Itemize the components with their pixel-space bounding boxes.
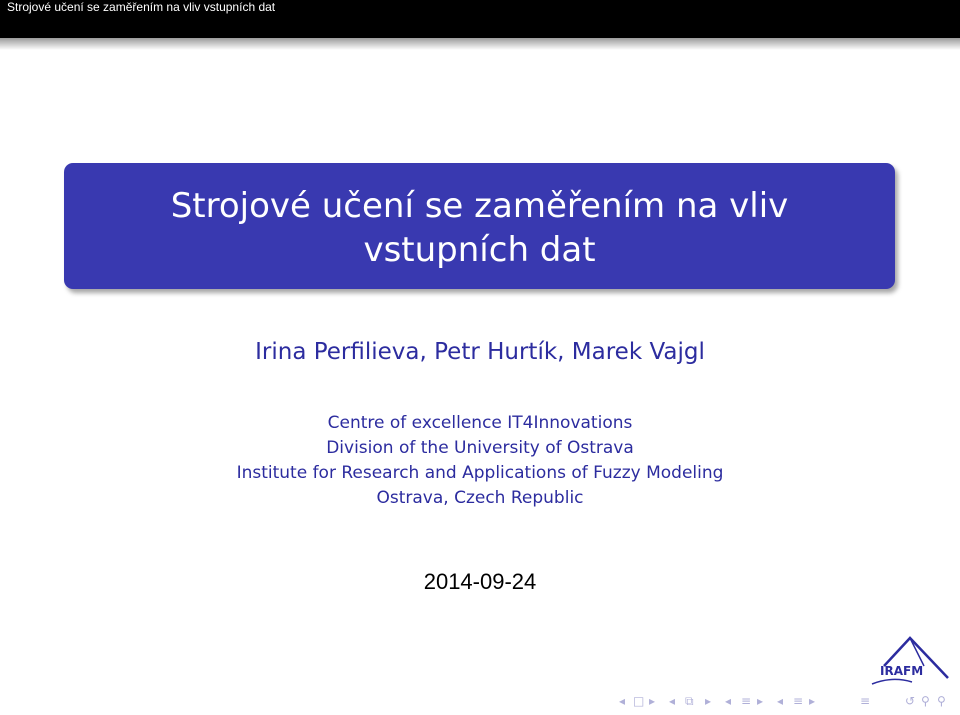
nav-align-icon[interactable]: ≡ bbox=[860, 694, 871, 708]
nav-toc-icon[interactable]: ≡ bbox=[793, 694, 804, 708]
nav-left-icon[interactable]: ◂ bbox=[669, 694, 676, 708]
nav-search-icon[interactable]: ⚲ bbox=[921, 694, 930, 708]
authors: Irina Perfilieva, Petr Hurtík, Marek Vajgl bbox=[255, 339, 705, 365]
nav-search-icon[interactable]: ⚲ bbox=[937, 694, 946, 708]
nav-subsection-icon[interactable]: ⧉ bbox=[685, 694, 694, 708]
presentation-date: 2014-09-24 bbox=[423, 569, 537, 594]
nav-section-icon[interactable]: ≡ bbox=[741, 694, 752, 708]
presentation-title: Strojové učení se zaměřením na vliv vstupních dat bbox=[170, 186, 789, 270]
nav-right-icon[interactable]: ▸ bbox=[649, 694, 656, 708]
beamer-navigation bbox=[615, 692, 960, 710]
nav-frame-icon[interactable]: □ bbox=[633, 694, 645, 708]
headline-title: Strojové učení se zaměřením na vliv vstupních dat bbox=[7, 0, 276, 14]
irafm-logo bbox=[862, 632, 952, 690]
nav-right-icon[interactable]: ▸ bbox=[809, 694, 816, 708]
nav-left-icon[interactable]: ◂ bbox=[619, 694, 626, 708]
institute-line: Institute for Research and Applications of Fuzzy Modeling bbox=[236, 463, 724, 483]
title-box bbox=[64, 163, 895, 289]
nav-right-icon[interactable]: ▸ bbox=[757, 694, 764, 708]
nav-back-icon[interactable]: ↺ bbox=[905, 694, 916, 708]
institute-line: Ostrava, Czech Republic bbox=[376, 488, 584, 508]
headline-shadow bbox=[0, 38, 960, 50]
nav-right-icon[interactable]: ▸ bbox=[705, 694, 712, 708]
irafm-logo-label: IRAFM bbox=[880, 664, 924, 678]
institute-block bbox=[0, 411, 960, 511]
nav-left-icon[interactable]: ◂ bbox=[777, 694, 784, 708]
institute-line: Division of the University of Ostrava bbox=[326, 438, 634, 458]
headline-bar bbox=[0, 0, 960, 38]
nav-left-icon[interactable]: ◂ bbox=[725, 694, 732, 708]
institute-line: Centre of excellence IT4Innovations bbox=[327, 413, 633, 433]
